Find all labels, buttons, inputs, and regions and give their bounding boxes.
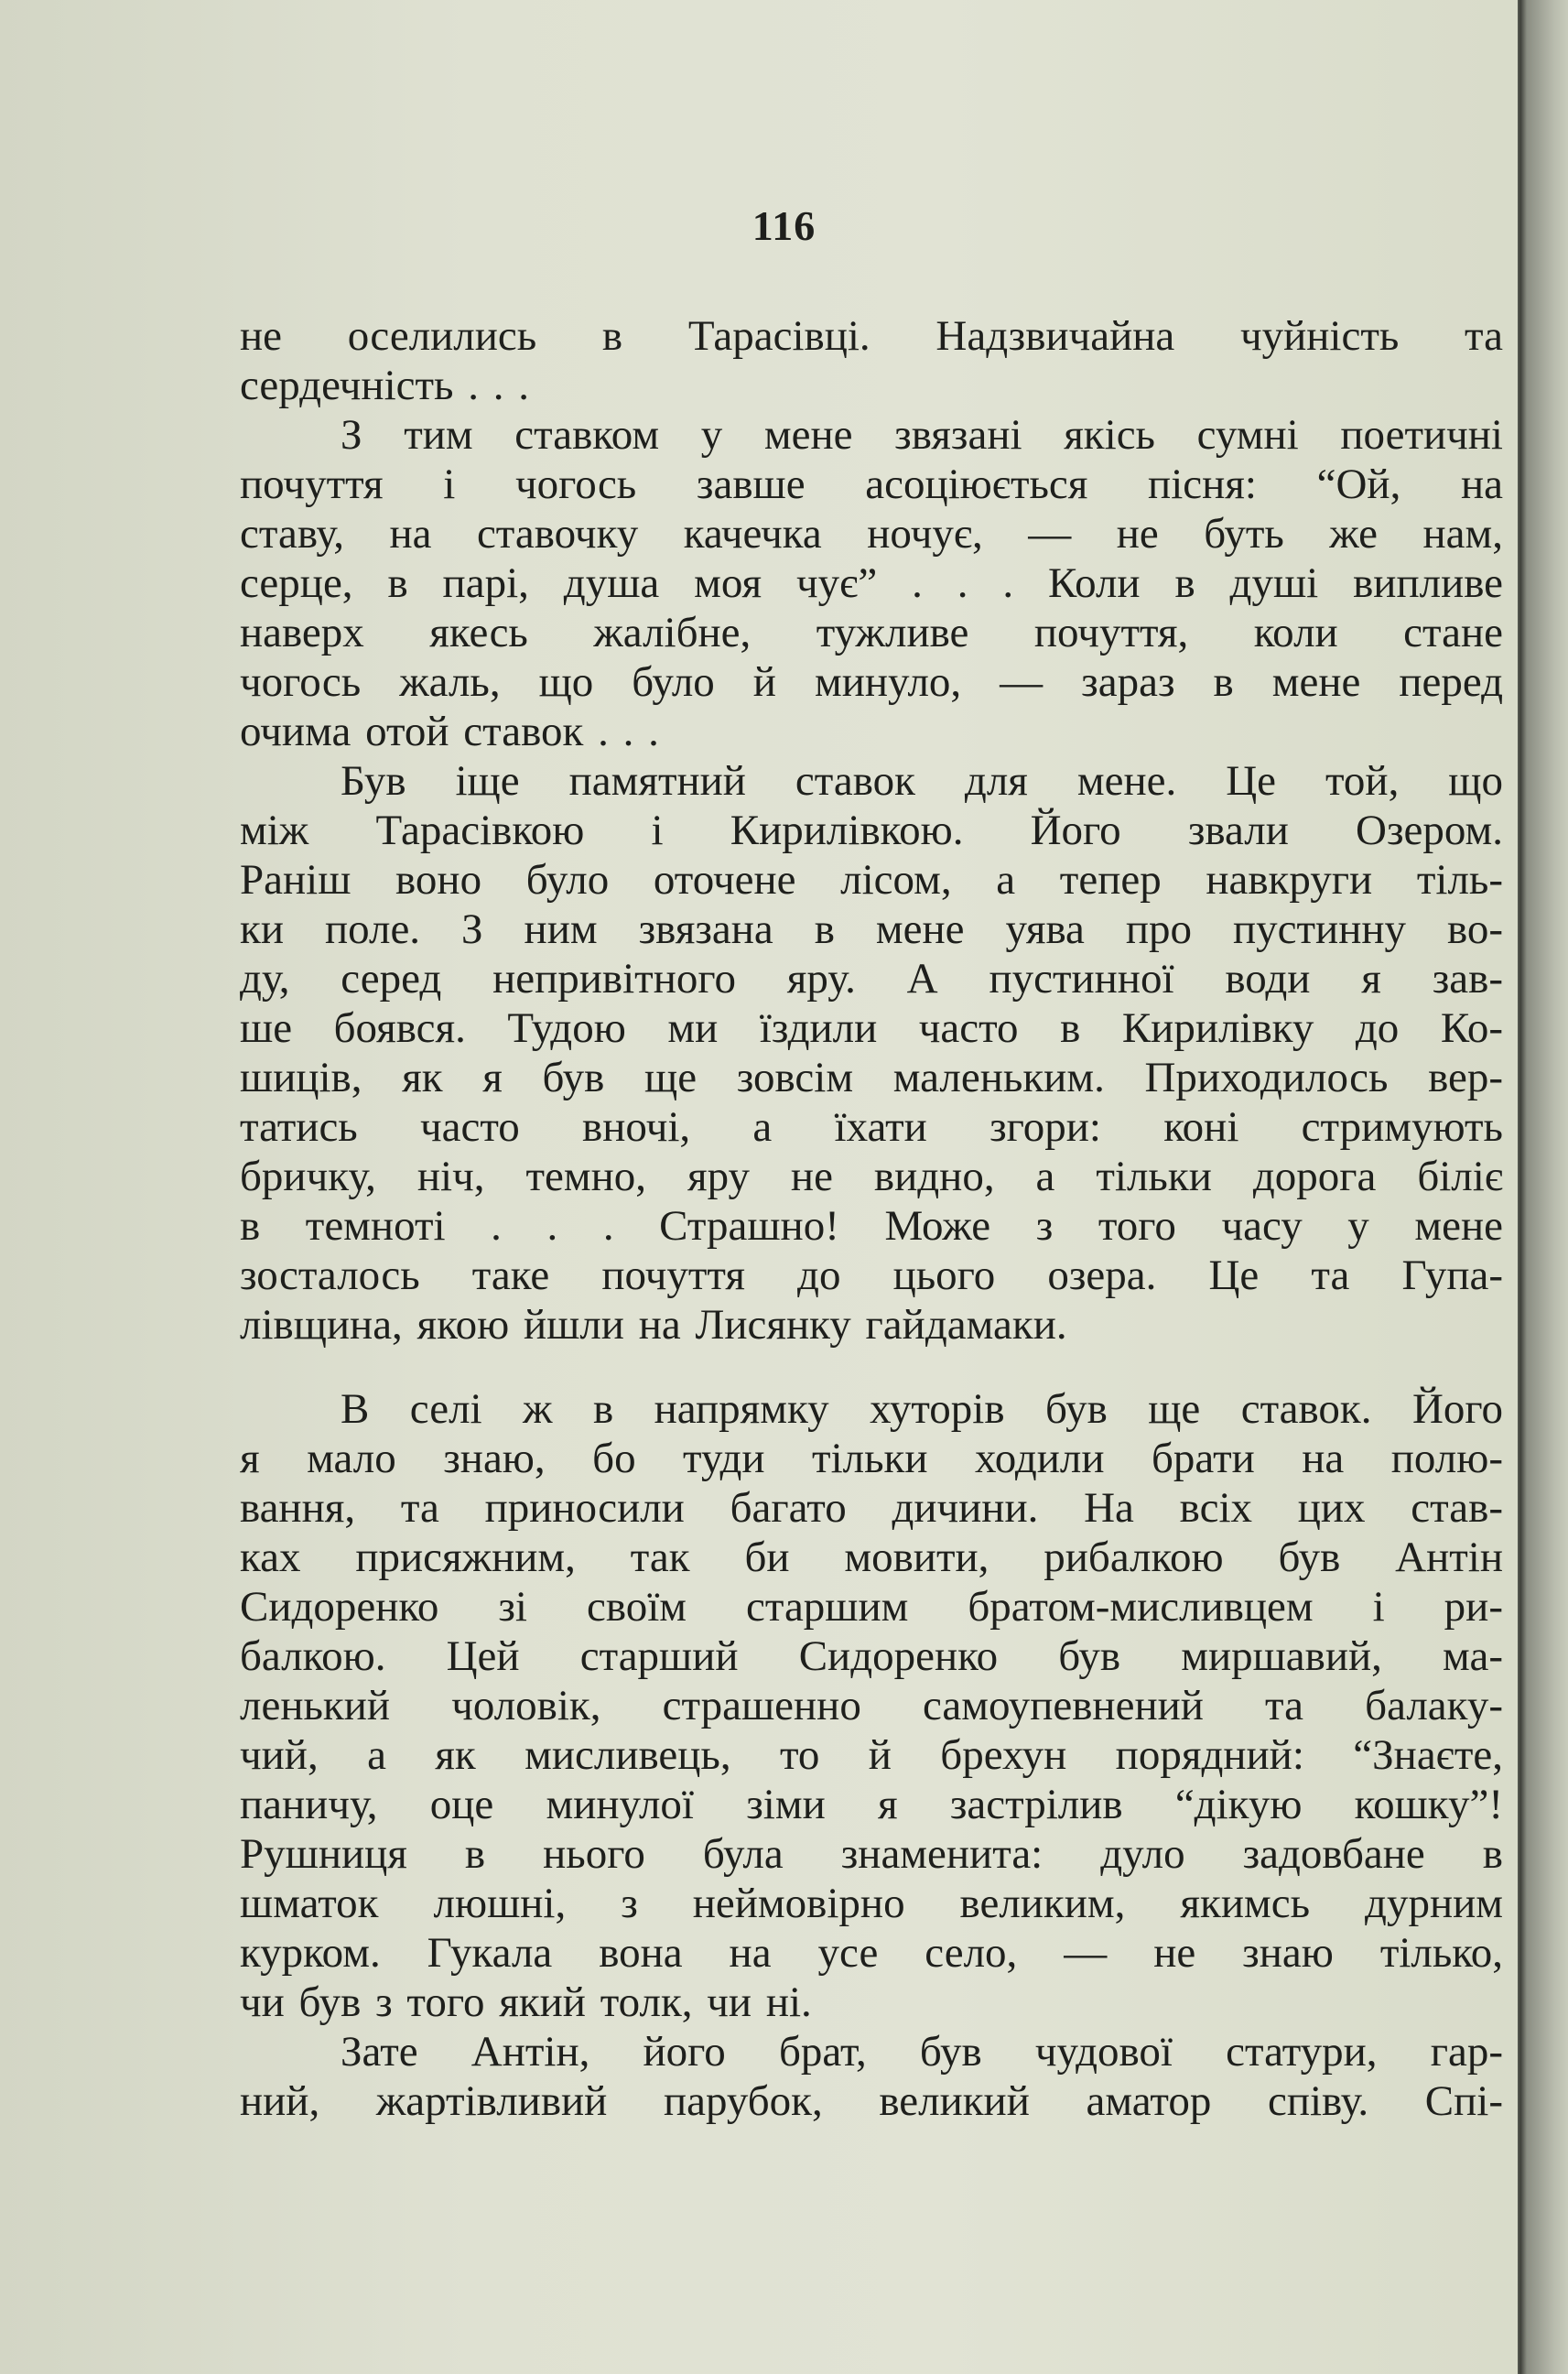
text-line: ках присяжним, так би мовити, рибалкою був Антін xyxy=(240,1534,1503,1581)
text-line: серце, в парі, душа моя чує” . . . Коли в душі випливе xyxy=(240,559,1503,607)
text-line: очима отой ставок . . . xyxy=(240,708,659,755)
text-line: я мало знаю, бо туди тільки ходили брати на полю- xyxy=(240,1435,1503,1482)
text-line: ний, жартівливий парубок, великий аматор співу. Спі- xyxy=(240,2077,1503,2125)
text-line: почуття і чогось завше асоціюється пісня: “Ой, на xyxy=(240,461,1503,508)
text-line: шиців, як я був ще зовсім маленьким. Приходилось вер- xyxy=(240,1054,1503,1101)
text-line: в темноті . . . Страшно! Може з того часу у мене xyxy=(240,1202,1503,1250)
paragraph-4 xyxy=(240,1384,1503,2027)
text-line: вання, та приносили багато дичини. На всіх цих став- xyxy=(240,1484,1503,1532)
page-number: 116 xyxy=(752,202,816,249)
page-edge-shadow xyxy=(1518,0,1568,2374)
text-line: чий, а як мисливець, то й брехун порядний: “Знаєте, xyxy=(240,1731,1503,1779)
text-line: бричку, ніч, темно, яру не видно, а тільки дорога біліє xyxy=(240,1153,1503,1200)
text-line: ки поле. З ним звязана в мене уява про пустинну во- xyxy=(240,905,1503,953)
text-line: не оселились в Тарасівці. Надзвичайна чуйність та xyxy=(240,312,1503,360)
text-line: Був іще памятний ставок для мене. Це той, що xyxy=(341,757,1503,805)
paragraph-1 xyxy=(240,311,1503,410)
text-line: курком. Гукала вона на усе село, — не знаю тілько, xyxy=(240,1929,1503,1977)
text-line: лівщина, якою йшли на Лисянку гайдамаки. xyxy=(240,1301,1067,1349)
text-line: зосталось таке почуття до цього озера. Це та Гупа- xyxy=(240,1252,1503,1299)
text-line: Зате Антін, його брат, був чудової статури, гар- xyxy=(341,2028,1503,2076)
text-line: сердечність . . . xyxy=(240,362,529,409)
body-text xyxy=(240,311,1503,2126)
text-line: паничу, оце минулої зіми я застрілив “дікую кошку”! xyxy=(240,1781,1503,1828)
paragraph-3 xyxy=(240,756,1503,1350)
text-line: шматок люшні, з неймовірно великим, якимсь дурним xyxy=(240,1880,1503,1927)
text-line: наверх якесь жалібне, тужливе почуття, коли стане xyxy=(240,609,1503,656)
text-line: Сидоренко зі своїм старшим братом-мисливцем і ри- xyxy=(240,1583,1503,1631)
text-line: чи був з того який толк, чи ні. xyxy=(240,1978,812,2026)
text-line: ленький чоловік, страшенно самоупевнений та балаку- xyxy=(240,1682,1503,1729)
text-line: З тим ставком у мене звязані якісь сумні поетичні xyxy=(341,411,1503,459)
text-line: між Тарасівкою і Кирилівкою. Його звали Озером. xyxy=(240,807,1503,854)
text-line: Раніш воно було оточене лісом, а тепер навкруги тіль- xyxy=(240,856,1503,904)
paragraph-2 xyxy=(240,410,1503,756)
text-line: В селі ж в напрямку хуторів був ще ставок. Його xyxy=(341,1385,1503,1433)
text-line: татись часто вночі, а їхати згори: коні стримують xyxy=(240,1103,1503,1151)
text-line: ду, серед непривітного яру. А пустинної води я зав- xyxy=(240,955,1503,1003)
paragraph-5 xyxy=(240,2027,1503,2126)
text-line: Рушниця в нього була знаменита: дуло задовбане в xyxy=(240,1830,1503,1878)
text-line: чогось жаль, що було й минуло, — зараз в мене перед xyxy=(240,658,1503,706)
text-line: ставу, на ставочку качечка ночує, — не буть же нам, xyxy=(240,510,1503,558)
text-line: ше боявся. Тудою ми їздили часто в Кирилівку до Ко- xyxy=(240,1004,1503,1052)
text-line: балкою. Цей старший Сидоренко був миршавий, ма- xyxy=(240,1632,1503,1680)
